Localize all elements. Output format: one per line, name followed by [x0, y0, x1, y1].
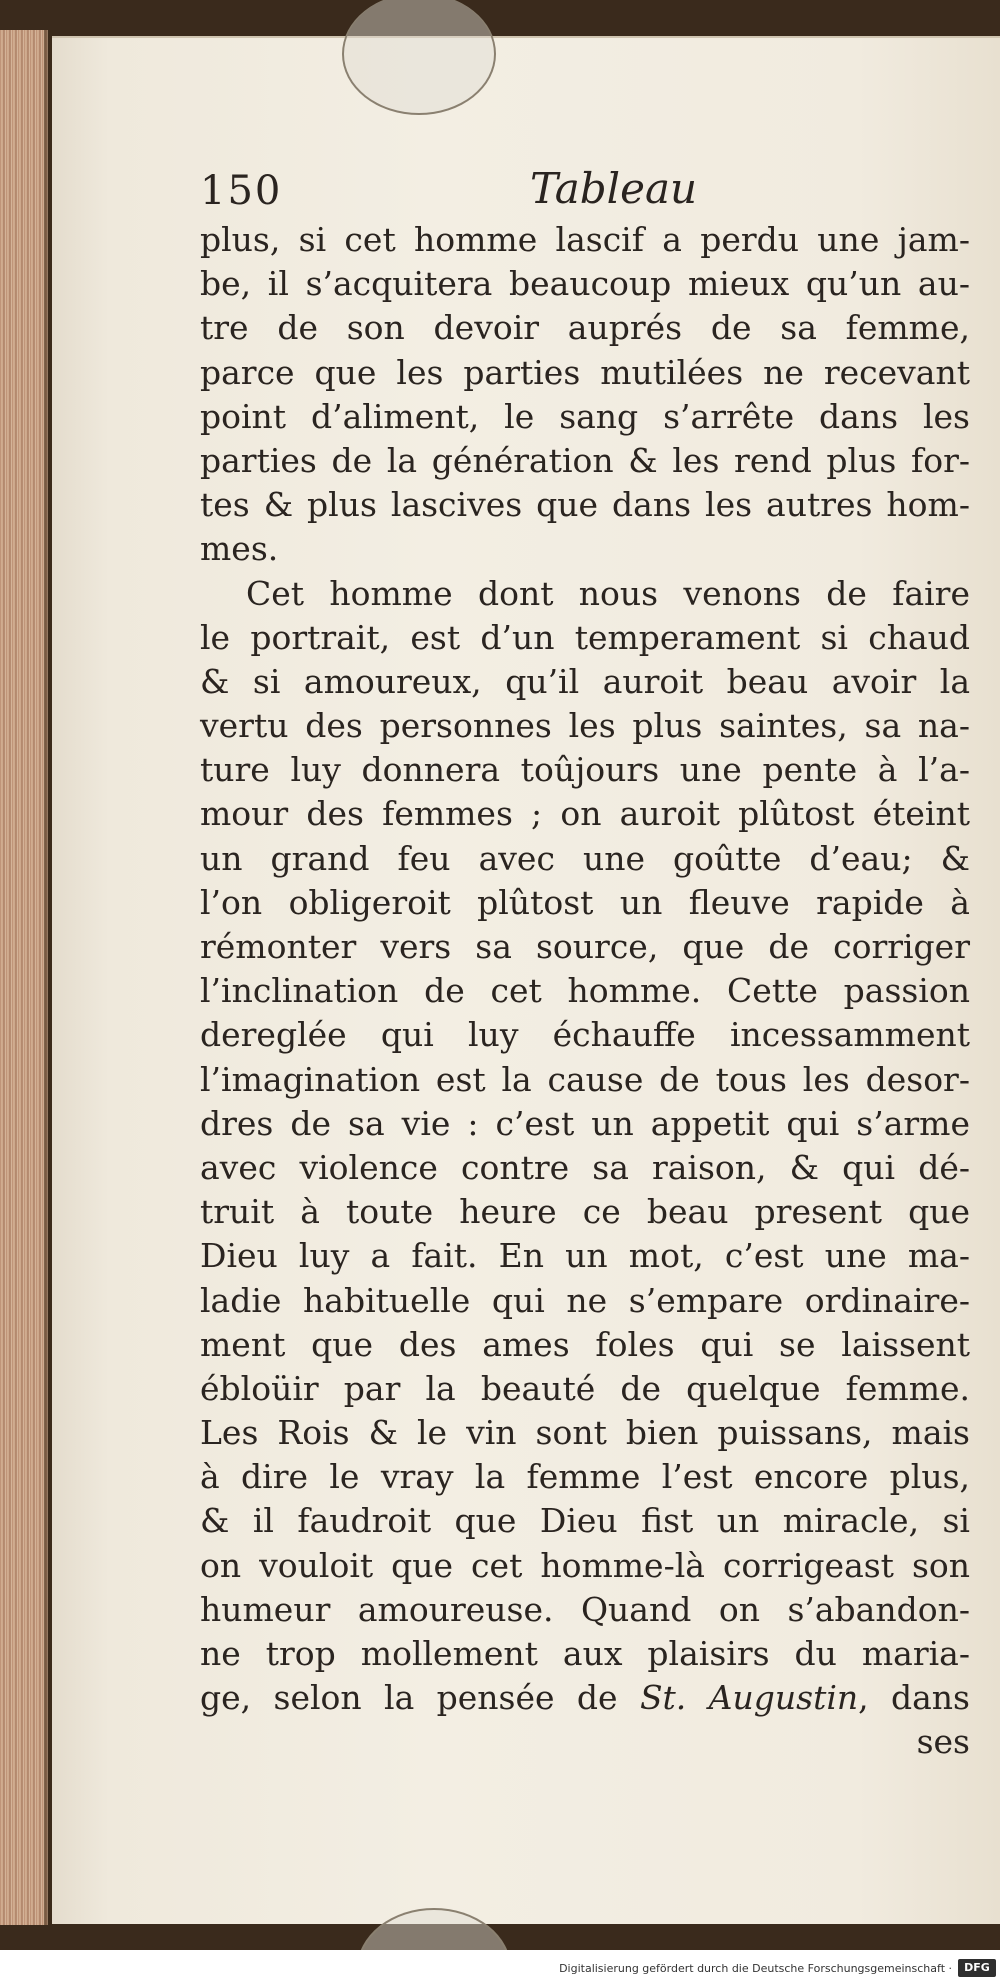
text-line: on vouloit que cet homme-là corrigeast son	[200, 1545, 970, 1585]
text-line: vertu des personnes les plus saintes, sa na-	[200, 706, 970, 746]
page-number: 150	[200, 168, 283, 214]
text-line: rémonter vers sa source, que de corriger	[200, 927, 970, 966]
text-line: Les Rois & le vin sont bien puissans, mais	[200, 1413, 970, 1453]
text-line: mour des femmes ; on auroit plûtost éteint	[200, 794, 970, 834]
body-text	[200, 218, 970, 1765]
text-line: l’imagination est la cause de tous les desor-	[200, 1059, 970, 1099]
text-line: un grand feu avec une goûtte d’eau; &	[200, 838, 970, 878]
text-line: ment que des ames foles qui se laissent	[200, 1324, 970, 1364]
text-line: tes & plus lascives que dans les autres hom-	[200, 485, 970, 525]
dfg-logo: DFG	[958, 1959, 996, 1977]
text-line: parce que les parties mutilées ne recevant	[200, 352, 970, 392]
text-line: le portrait, est d’un temperament si chaud	[200, 617, 970, 657]
text-line: ture luy donnera toûjours une pente à l’a-	[200, 750, 970, 790]
catchword: ses	[916, 1722, 970, 1762]
page-clip-bottom	[357, 1908, 511, 1950]
paragraph-start-line: Cet homme dont nous venons de faire	[246, 573, 970, 613]
text-line: ladie habituelle qui ne s’empare ordinaire-	[200, 1280, 970, 1320]
text-line: l’inclination de cet homme. Cette passion	[200, 971, 970, 1011]
text-line: parties de la génération & les rend plus for-	[200, 440, 970, 480]
book-page-edges	[0, 30, 48, 1925]
page-clip-top	[342, 0, 496, 115]
text-line: ébloüir par la beauté de quelque femme.	[200, 1368, 970, 1408]
text-line: dereglée qui luy échauffe incessamment	[200, 1015, 970, 1055]
text-line: & si amoureux, qu’il auroit beau avoir la	[200, 661, 970, 701]
running-head: Tableau	[530, 164, 698, 213]
digitization-footer	[0, 1950, 1000, 1988]
text-line: truit à toute heure ce beau present que	[200, 1192, 970, 1232]
text-line: ne trop mollement aux plaisirs du maria-	[200, 1634, 970, 1673]
text-line: Dieu luy a fait. En un mot, c’est une ma-	[200, 1236, 970, 1276]
text-line: tre de son devoir auprés de sa femme,	[200, 308, 970, 348]
last-line-start: ge, selon la pensée de	[200, 1678, 640, 1718]
text-line: be, il s’acquitera beaucoup mieux qu’un au-	[200, 264, 970, 304]
text-line: à dire le vray la femme l’est encore plus,	[200, 1457, 970, 1497]
text-line: point d’aliment, le sang s’arrête dans les	[200, 396, 970, 436]
text-line: l’on obligeroit plûtost un fleuve rapide à	[200, 882, 970, 922]
text-line: & il faudroit que Dieu fist un miracle, si	[200, 1501, 970, 1541]
text-line: mes.	[200, 529, 279, 569]
text-line: humeur amoureuse. Quand on s’abandon-	[200, 1589, 970, 1629]
funding-credit: Digitalisierung gefördert durch die Deutsche Forschungsgemeinschaft ·	[559, 1962, 952, 1975]
cited-author: St. Augustin	[639, 1678, 859, 1718]
text-line: avec violence contre sa raison, & qui dé-	[200, 1147, 970, 1187]
text-line: dres de sa vie : c’est un appetit qui s’arme	[200, 1103, 970, 1143]
last-text-line	[200, 1676, 970, 1720]
last-line-end: , dans	[858, 1678, 970, 1718]
text-line: plus, si cet homme lascif a perdu une jam-	[200, 220, 970, 259]
